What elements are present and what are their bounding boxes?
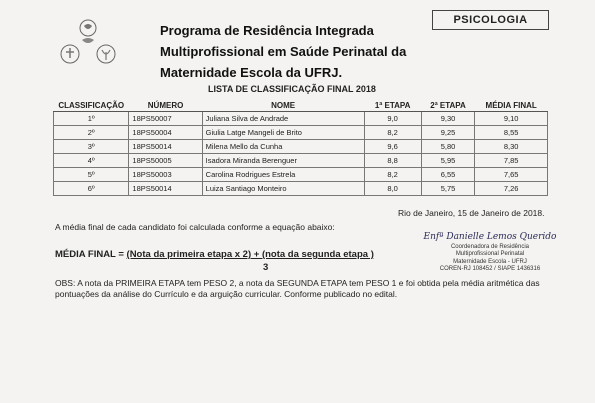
- column-header: MÉDIA FINAL: [475, 99, 548, 112]
- date-line: Rio de Janeiro, 15 de Janeiro de 2018.: [398, 208, 545, 218]
- stamp-line: Maternidade Escola - UFRJ: [453, 258, 527, 265]
- table-row: [54, 126, 548, 140]
- number-cell: 18PS50004: [129, 126, 202, 140]
- program-title: [160, 20, 406, 83]
- name-cell: Juliana Silva de Andrade: [202, 112, 364, 126]
- signature-stamp: [420, 234, 560, 274]
- institution-logo-icon: [56, 18, 120, 70]
- classification-table: [53, 99, 548, 196]
- stage2-cell: 5,80: [421, 140, 475, 154]
- table-row: [54, 182, 548, 196]
- stamp-line: Multiprofissional Perinatal: [455, 251, 525, 257]
- table-row: [54, 112, 548, 126]
- rank-cell: 1º: [54, 112, 129, 126]
- stage1-cell: 9,0: [364, 112, 421, 126]
- final-cell: 9,10: [475, 112, 548, 126]
- column-header: CLASSIFICAÇÃO: [54, 99, 129, 112]
- formula-numerator: (Nota da primeira etapa x 2) + (nota da segunda etapa ): [126, 249, 374, 260]
- formula-denominator: 3: [263, 262, 269, 273]
- column-header: NÚMERO: [129, 99, 202, 112]
- stage2-cell: 6,55: [421, 168, 475, 182]
- title-line: Multiprofissional em Saúde Perinatal da: [160, 44, 407, 59]
- stage1-cell: 8,2: [364, 126, 421, 140]
- stage1-cell: 8,0: [364, 182, 421, 196]
- table-row: [54, 154, 548, 168]
- stage1-cell: 8,2: [364, 168, 421, 182]
- final-cell: 7,65: [475, 168, 548, 182]
- area-label-box: PSICOLOGIA: [432, 10, 549, 30]
- rank-cell: 3º: [54, 140, 129, 154]
- name-cell: Giulia Latge Mangeli de Brito: [202, 126, 364, 140]
- obs-note: OBS: A nota da PRIMEIRA ETAPA tem PESO 2, a nota da SEGUNDA ETAPA tem PESO 1 e foi obtida pela média aritmética das pontuações da análise do Currículo e da arguição curricular. Conforme publicado no edital.: [55, 278, 540, 299]
- name-cell: Milena Mello da Cunha: [202, 140, 364, 154]
- stage1-cell: 9,6: [364, 140, 421, 154]
- table-row: [54, 140, 548, 154]
- table-row: [54, 168, 548, 182]
- list-title: LISTA DE CLASSIFICAÇÃO FINAL 2018: [208, 84, 376, 94]
- number-cell: 18PS50007: [129, 112, 202, 126]
- final-cell: 7,85: [475, 154, 548, 168]
- stage2-cell: 5,75: [421, 182, 475, 196]
- number-cell: 18PS50005: [129, 154, 202, 168]
- formula-label: MÉDIA FINAL =: [55, 249, 127, 260]
- rank-cell: 5º: [54, 168, 129, 182]
- column-header: 1ª ETAPA: [364, 99, 421, 112]
- stage2-cell: 5,95: [421, 154, 475, 168]
- name-cell: Isadora Miranda Berenguer: [202, 154, 364, 168]
- final-cell: 8,30: [475, 140, 548, 154]
- stamp-line: Coordenadora de Residência: [450, 243, 530, 250]
- handwritten-signature: Enfª Danielle Lemos Querido: [423, 232, 557, 242]
- column-header: 2ª ETAPA: [421, 99, 475, 112]
- stage2-cell: 9,25: [421, 126, 475, 140]
- number-cell: 18PS50014: [129, 182, 202, 196]
- name-cell: Carolina Rodrigues Estrela: [202, 168, 364, 182]
- rank-cell: 4º: [54, 154, 129, 168]
- table-header-row: [54, 99, 548, 112]
- title-line: Programa de Residência Integrada: [160, 23, 374, 38]
- intro-text: A média final de cada candidato foi calculada conforme a equação abaixo:: [55, 222, 335, 232]
- column-header: NOME: [202, 99, 364, 112]
- rank-cell: 2º: [54, 126, 129, 140]
- rank-cell: 6º: [54, 182, 129, 196]
- number-cell: 18PS50003: [129, 168, 202, 182]
- stage2-cell: 9,30: [421, 112, 475, 126]
- formula: [55, 249, 374, 260]
- number-cell: 18PS50014: [129, 140, 202, 154]
- final-cell: 8,55: [475, 126, 548, 140]
- stamp-line: COREN-RJ 108452 / SIAPE 1436316: [439, 266, 541, 272]
- stage1-cell: 8,8: [364, 154, 421, 168]
- name-cell: Luiza Santiago Monteiro: [202, 182, 364, 196]
- title-line: Maternidade Escola da UFRJ.: [160, 65, 343, 80]
- final-cell: 7,26: [475, 182, 548, 196]
